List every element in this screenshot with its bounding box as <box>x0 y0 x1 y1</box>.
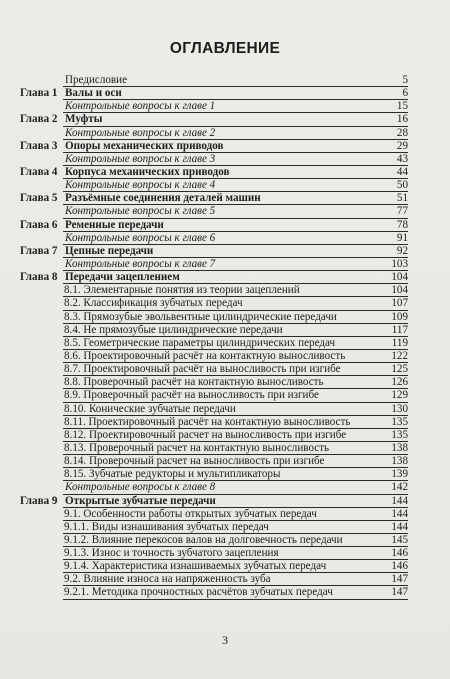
entry-title: 8.1. Элементарные понятия из теории зацеплений <box>64 284 300 297</box>
entry-title: Опоры механических приводов <box>65 139 224 152</box>
page-title: ОГЛАВЛЕНИЕ <box>169 40 281 57</box>
entry-title: 8.13. Проверочный расчет на контактную выносливость <box>64 441 330 454</box>
entry-title: Предисловие <box>65 74 128 86</box>
toc-entry <box>0 363 450 376</box>
entry-page-number: 119 <box>391 336 408 349</box>
toc-entry <box>0 153 450 166</box>
toc-entry <box>0 429 450 442</box>
entry-title: 8.11. Проектировочный расчёт на контактную выносливость <box>64 415 351 428</box>
entry-page-number: 77 <box>396 205 408 218</box>
entry-page-number: 144 <box>391 494 408 507</box>
toc-entry <box>0 140 450 153</box>
entry-page-number: 91 <box>396 231 408 244</box>
chapter-label: Глава 3 <box>20 139 58 152</box>
chapter-label: Глава 7 <box>20 244 58 257</box>
entry-title: 8.12. Проектировочный расчет на выносливость при изгибе <box>64 428 347 441</box>
entry-page-number: 122 <box>391 349 408 362</box>
entry-page-number: 129 <box>391 389 408 402</box>
chapter-label: Глава 2 <box>20 113 58 126</box>
entry-page-number: 109 <box>391 310 408 323</box>
toc-entry <box>0 337 450 350</box>
toc-entry <box>0 297 450 310</box>
entry-page-number: 103 <box>391 257 408 270</box>
entry-page-number: 147 <box>391 586 408 599</box>
toc-entry <box>0 521 450 534</box>
entry-page-number: 107 <box>391 297 408 310</box>
entry-title: Контрольные вопросы к главе 6 <box>65 231 216 244</box>
page-number: 3 <box>222 633 228 647</box>
toc-entry <box>0 442 450 455</box>
toc-entry <box>0 219 450 232</box>
entry-title: 8.8. Проверочный расчёт на контактную выносливость <box>64 376 324 389</box>
entry-title: 9.1. Особенности работы открытых зубчатых передач <box>64 507 317 520</box>
toc-entry <box>0 416 450 429</box>
entry-title: 8.14. Проверочный расчет на выносливость при изгибе <box>64 455 325 468</box>
entry-title: Контрольные вопросы к главе 7 <box>65 257 216 270</box>
toc-entry <box>0 573 450 586</box>
entry-title: 8.5. Геометрические параметры цилиндрических передач <box>64 336 336 349</box>
entry-title: Контрольные вопросы к главе 5 <box>65 205 216 218</box>
toc-entry <box>0 179 450 192</box>
entry-title: Разъёмные соединения деталей машин <box>65 192 261 205</box>
entry-title: Открытые зубчатые передачи <box>65 494 216 507</box>
toc-entry <box>0 324 450 337</box>
entry-page-number: 29 <box>396 139 408 152</box>
entry-title: 9.1.1. Виды изнашивания зубчатых передач <box>64 520 269 533</box>
chapter-label: Глава 4 <box>20 165 58 178</box>
entry-title: 8.7. Проектировочный расчёт на выносливость при изгибе <box>64 363 341 376</box>
entry-title: 9.1.3. Износ и точность зубчатого зацепления <box>64 547 279 560</box>
entry-title: Ременные передачи <box>65 218 164 231</box>
entry-page-number: 126 <box>391 376 408 389</box>
chapter-label: Глава 1 <box>20 87 58 100</box>
entry-title: Передачи зацеплением <box>65 271 180 284</box>
toc-entry <box>0 232 450 245</box>
toc-entry <box>0 376 450 389</box>
entry-title: 8.9. Проверочный расчёт на выносливость при изгибе <box>64 389 319 402</box>
entry-title: Контрольные вопросы к главе 1 <box>65 100 216 113</box>
entry-page-number: 146 <box>391 560 408 573</box>
toc-entry <box>0 271 450 284</box>
toc-entry <box>0 350 450 363</box>
toc-entry <box>0 258 450 271</box>
entry-page-number: 138 <box>391 455 408 468</box>
entry-page-number: 146 <box>391 547 408 560</box>
entry-title: 9.1.2. Влияние перекосов валов на долговечность передачи <box>64 533 343 546</box>
chapter-label: Глава 9 <box>20 494 58 507</box>
toc-entry <box>0 284 450 297</box>
entry-page-number: 104 <box>391 284 408 297</box>
toc-entry <box>0 127 450 140</box>
chapter-label: Глава 6 <box>20 218 58 231</box>
entry-title: Корпуса механических приводов <box>65 165 230 178</box>
entry-page-number: 144 <box>391 520 408 533</box>
entry-title: 8.4. Не прямозубые цилиндрические передачи <box>64 323 283 336</box>
entry-page-number: 117 <box>391 323 408 336</box>
toc-entry <box>0 311 450 324</box>
entry-title: 9.2. Влияние износа на напряженность зуба <box>64 573 271 586</box>
entry-page-number: 78 <box>396 218 408 231</box>
toc-entry <box>0 74 450 87</box>
entry-page-number: 139 <box>391 468 408 481</box>
toc-entry <box>0 455 450 468</box>
entry-page-number: 104 <box>391 271 408 284</box>
toc-entry <box>0 534 450 547</box>
entry-page-number: 135 <box>391 415 408 428</box>
entry-title: Валы и оси <box>65 87 122 100</box>
entry-page-number: 5 <box>402 74 408 86</box>
entry-title: 9.1.4. Характеристика изнашиваемых зубчатых передач <box>64 560 327 573</box>
toc-entry <box>0 403 450 416</box>
toc-entry <box>0 87 450 100</box>
entry-title: 8.3. Прямозубые эвольвентные цилиндрические передачи <box>64 310 337 323</box>
entry-page-number: 16 <box>396 113 408 126</box>
entry-page-number: 92 <box>396 244 408 257</box>
toc-entry <box>0 166 450 179</box>
toc-entry <box>0 547 450 560</box>
toc-entry <box>0 560 450 573</box>
entry-title: Цепные передачи <box>65 244 154 257</box>
entry-title: Контрольные вопросы к главе 8 <box>65 481 216 494</box>
toc-entry <box>0 245 450 258</box>
entry-title: Контрольные вопросы к главе 2 <box>65 126 216 139</box>
toc-entry <box>0 192 450 205</box>
entry-page-number: 50 <box>396 179 408 192</box>
entry-page-number: 145 <box>391 533 408 546</box>
entry-page-number: 44 <box>396 165 408 178</box>
toc-entry <box>0 468 450 481</box>
toc-entry <box>0 205 450 218</box>
entry-title: 9.2.1. Методика прочностных расчётов зубчатых передач <box>64 586 333 599</box>
entry-title: Контрольные вопросы к главе 4 <box>65 179 216 192</box>
entry-page-number: 138 <box>391 441 408 454</box>
toc-entry <box>0 100 450 113</box>
entry-title: 8.6. Проектировочный расчёт на контактную выносливость <box>64 349 346 362</box>
entry-page-number: 51 <box>396 192 408 205</box>
entry-page-number: 144 <box>391 507 408 520</box>
entry-page-number: 43 <box>396 152 408 165</box>
entry-page-number: 6 <box>402 87 408 100</box>
entry-title: 8.15. Зубчатые редукторы и мультипликаторы <box>64 468 281 481</box>
leader-rule <box>63 599 408 600</box>
toc-entry <box>0 495 450 508</box>
toc-entry <box>0 389 450 402</box>
entry-page-number: 15 <box>396 100 408 113</box>
entry-title: 8.10. Конические зубчатые передачи <box>64 402 236 415</box>
toc-entry <box>0 586 450 599</box>
entry-page-number: 142 <box>391 481 408 494</box>
toc-entry <box>0 481 450 494</box>
entry-title: Муфты <box>65 113 103 126</box>
table-of-contents <box>0 74 450 600</box>
entry-page-number: 28 <box>396 126 408 139</box>
entry-page-number: 130 <box>391 402 408 415</box>
toc-entry <box>0 113 450 126</box>
toc-entry <box>0 508 450 521</box>
entry-title: 8.2. Классификация зубчатых передач <box>64 297 243 310</box>
entry-title: Контрольные вопросы к главе 3 <box>65 152 216 165</box>
chapter-label: Глава 5 <box>20 192 58 205</box>
entry-page-number: 125 <box>391 363 408 376</box>
entry-page-number: 147 <box>391 573 408 586</box>
chapter-label: Глава 8 <box>20 271 58 284</box>
entry-page-number: 135 <box>391 428 408 441</box>
